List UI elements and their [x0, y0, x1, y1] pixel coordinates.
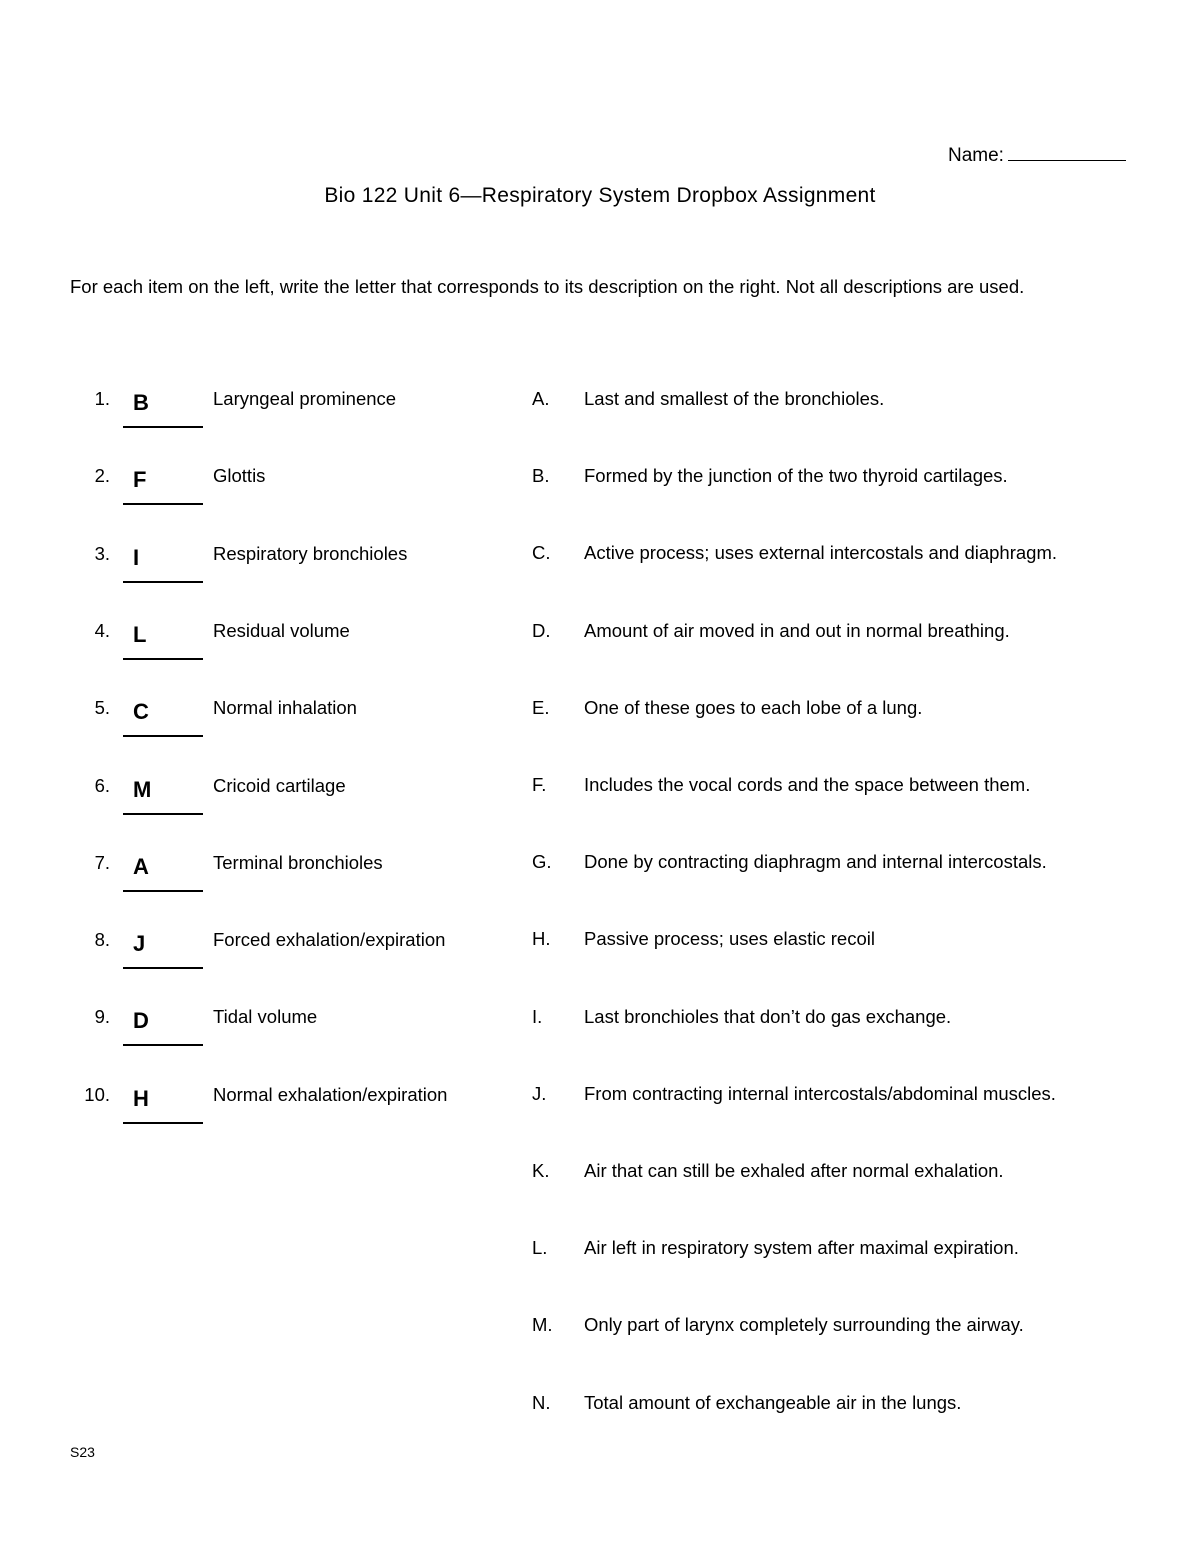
answer-blank[interactable]: [123, 620, 203, 660]
item-number: 1.: [94, 388, 110, 409]
description-text: From contracting internal intercostals/abdominal muscles.: [584, 1082, 1056, 1104]
description-letter: A.: [532, 388, 550, 409]
description-text: Last and smallest of the bronchioles.: [584, 388, 885, 409]
item-term: Respiratory bronchioles: [213, 542, 408, 564]
description-letter: K.: [532, 1160, 550, 1181]
name-label: Name:: [948, 145, 1004, 166]
answer-letter: C: [133, 699, 149, 725]
answer-letter: B: [133, 390, 149, 415]
item-term: Forced exhalation/expiration: [213, 929, 446, 951]
name-blank[interactable]: [1008, 144, 1126, 161]
description-text: Only part of larynx completely surrounding the airway.: [584, 1314, 1024, 1336]
description-letter: N.: [532, 1391, 551, 1413]
description-letter: M.: [532, 1314, 553, 1336]
description-text: Formed by the junction of the two thyroid cartilages.: [584, 465, 1008, 487]
description-text: Air left in respiratory system after maximal expiration.: [584, 1237, 1019, 1259]
answer-letter: A: [133, 853, 149, 879]
item-number: 3.: [94, 542, 110, 564]
item-term: Glottis: [213, 465, 266, 487]
page-title: Bio 122 Unit 6—Respiratory System Dropbox Assignment: [324, 184, 876, 207]
description-text: One of these goes to each lobe of a lung.: [584, 696, 923, 718]
item-term: Terminal bronchioles: [213, 851, 383, 873]
description-letter: L.: [532, 1237, 548, 1259]
description-text: Last bronchioles that don’t do gas exchange.: [584, 1005, 952, 1027]
item-term: Cricoid cartilage: [213, 774, 346, 796]
answer-letter: I: [133, 544, 140, 570]
item-number: 10.: [84, 1083, 110, 1105]
answer-blank[interactable]: [123, 697, 203, 737]
description-letter: I.: [532, 1005, 543, 1027]
answer-blank[interactable]: [123, 543, 203, 583]
answer-letter: F: [133, 467, 147, 493]
description-text: Amount of air moved in and out in normal breathing.: [584, 619, 1010, 641]
answer-blank[interactable]: [123, 929, 203, 969]
description-letter: F.: [532, 774, 547, 795]
description-text: Total amount of exchangeable air in the lungs.: [584, 1391, 962, 1413]
description-text: Done by contracting diaphragm and internal intercostals.: [584, 851, 1047, 873]
answer-letter: H: [133, 1085, 149, 1111]
description-text: Includes the vocal cords and the space between them.: [584, 774, 1031, 795]
answer-blank[interactable]: [123, 1006, 203, 1046]
description-letter: D.: [532, 619, 551, 641]
description-letter: G.: [532, 851, 552, 873]
answer-letter: D: [133, 1008, 149, 1034]
item-number: 8.: [94, 929, 110, 951]
item-number: 9.: [94, 1006, 110, 1028]
instructions: For each item on the left, write the letter that corresponds to its description on the right. Not all descriptions are used.: [70, 276, 1025, 297]
answer-blank[interactable]: [123, 465, 203, 505]
description-text: Passive process; uses elastic recoil: [584, 928, 875, 950]
description-letter: J.: [532, 1082, 547, 1104]
description-letter: H.: [532, 928, 551, 950]
item-term: Residual volume: [213, 619, 350, 641]
answer-blank[interactable]: [123, 388, 203, 428]
answer-blank[interactable]: [123, 852, 203, 892]
description-letter: E.: [532, 696, 550, 718]
answer-letter: J: [133, 931, 146, 957]
answer-letter: M: [133, 776, 152, 802]
answer-blank[interactable]: [123, 775, 203, 815]
footer-code: S23: [70, 1444, 95, 1460]
item-term: Laryngeal prominence: [213, 388, 397, 409]
description-letter: B.: [532, 465, 550, 487]
answer-blank[interactable]: [123, 1084, 203, 1124]
description-letter: C.: [532, 542, 551, 564]
item-number: 6.: [94, 774, 110, 796]
item-term: Normal exhalation/expiration: [213, 1083, 448, 1105]
description-text: Air that can still be exhaled after normal exhalation.: [584, 1160, 1004, 1181]
item-term: Normal inhalation: [213, 697, 357, 719]
description-text: Active process; uses external intercostals and diaphragm.: [584, 542, 1058, 564]
item-number: 2.: [94, 465, 110, 487]
name-field: [948, 144, 1126, 167]
item-number: 5.: [94, 697, 110, 719]
answer-letter: L: [133, 621, 147, 647]
item-number: 7.: [94, 851, 110, 873]
item-term: Tidal volume: [213, 1006, 318, 1028]
item-number: 4.: [94, 619, 110, 641]
